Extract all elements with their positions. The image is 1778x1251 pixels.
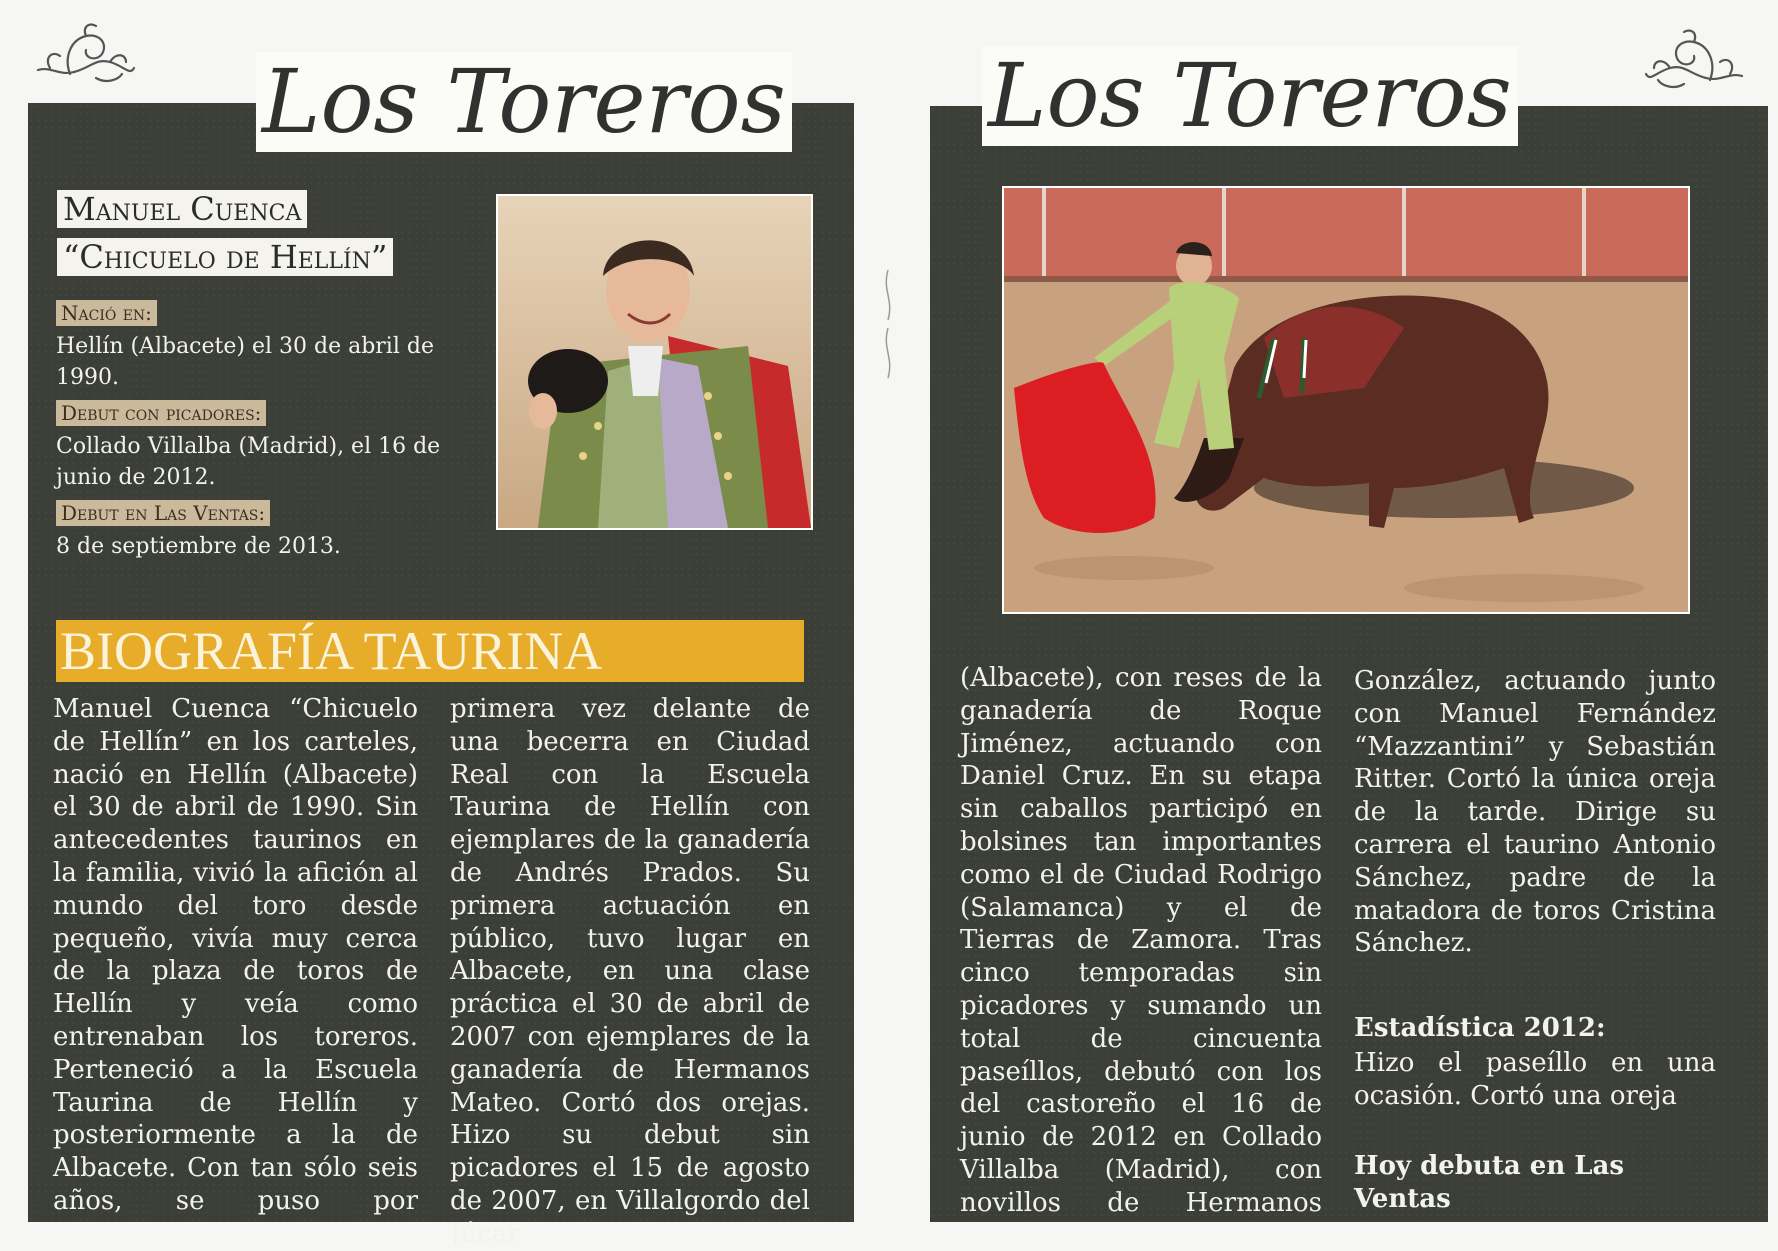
torero-name: Manuel Cuenca — [57, 190, 307, 228]
page-title-right: Los Toreros — [982, 46, 1518, 146]
value-debut-ventas: 8 de septiembre de 2013. — [56, 534, 341, 559]
biography-column-4: González, actuando junto con Manuel Fernández “Mazzantini” y Sebastián Ritter. Cortó la única oreja de la tarde. Dirige su carrera el taurino Antonio Sánchez, padre de la matadora de toros Cristina Sánchez. — [1354, 666, 1716, 959]
label-debut-picadores: Debut con picadores: — [56, 400, 266, 426]
torero-portrait-photo — [496, 194, 813, 530]
value-born: Hellín (Albacete) el 30 de abril de 1990. — [56, 334, 434, 390]
biography-column-2: primera vez delante de una becerra en Ciudad Real con la Escuela Taurina de Hellín con ejemplares de la ganadería de Andrés Prados. Su primera actuación en público, tuvo lugar en Albacete, en una clase práctica el 30 de abril de 2007 con ejemplares de la ganadería de Hermanos Mateo. Cortó dos orejas. Hizo su debut sin picadores el 15 de agosto de 2007, en Villalgordo del Júcar — [450, 694, 810, 1249]
bullfight-action-photo — [1002, 186, 1690, 614]
value-debut-picadores: Collado Villalba (Madrid), el 16 de junio de 2012. — [56, 434, 441, 490]
binding-staple — [878, 270, 898, 380]
page-title-left: Los Toreros — [256, 52, 792, 152]
footer-debut-note: Hoy debuta en Las Ventas — [1354, 1151, 1625, 1214]
biography-column-3: (Albacete), con reses de la ganadería de Roque Jiménez, actuando con Daniel Cruz. En su etapa sin caballos participó en bolsines tan importantes como el de Ciudad Rodrigo (Salamanca) y el de Tierras de Zamora. Tras cinco temporadas sin picadores y sumando un total de cincuenta paseíllos, debutó con los del castoreño el 16 de junio de 2012 en Collado Villalba (Madrid), con novillos de Hermanos — [960, 663, 1322, 1218]
label-born: Nació en: — [56, 300, 157, 326]
corner-ornament-left — [30, 18, 140, 88]
corner-ornament-right — [1640, 24, 1750, 94]
section-heading-biografia: BIOGRAFÍA TAURINA — [56, 620, 804, 682]
biography-column-1: Manuel Cuenca “Chicuelo de Hellín” en los carteles, nació en Hellín (Albacete) el 30 de abril de 1990. Sin antecedentes taurinos en la familia, vivió la afición al mundo del toro desde pequeño, vivía muy cerca de la plaza de toros de Hellín y veía como entrenaban los toreros. Perteneció a la Escuela Taurina de Hellín y posteriormente a la de Albacete. Con tan sólo seis años, se puso por — [53, 694, 418, 1216]
stats-heading: Estadística 2012: — [1354, 1013, 1606, 1043]
torero-nickname: “Chicuelo de Hellín” — [57, 238, 393, 276]
label-debut-ventas: Debut en Las Ventas: — [56, 500, 270, 526]
stats-text: Hizo el paseíllo en una ocasión. Cortó una oreja — [1354, 1048, 1716, 1111]
